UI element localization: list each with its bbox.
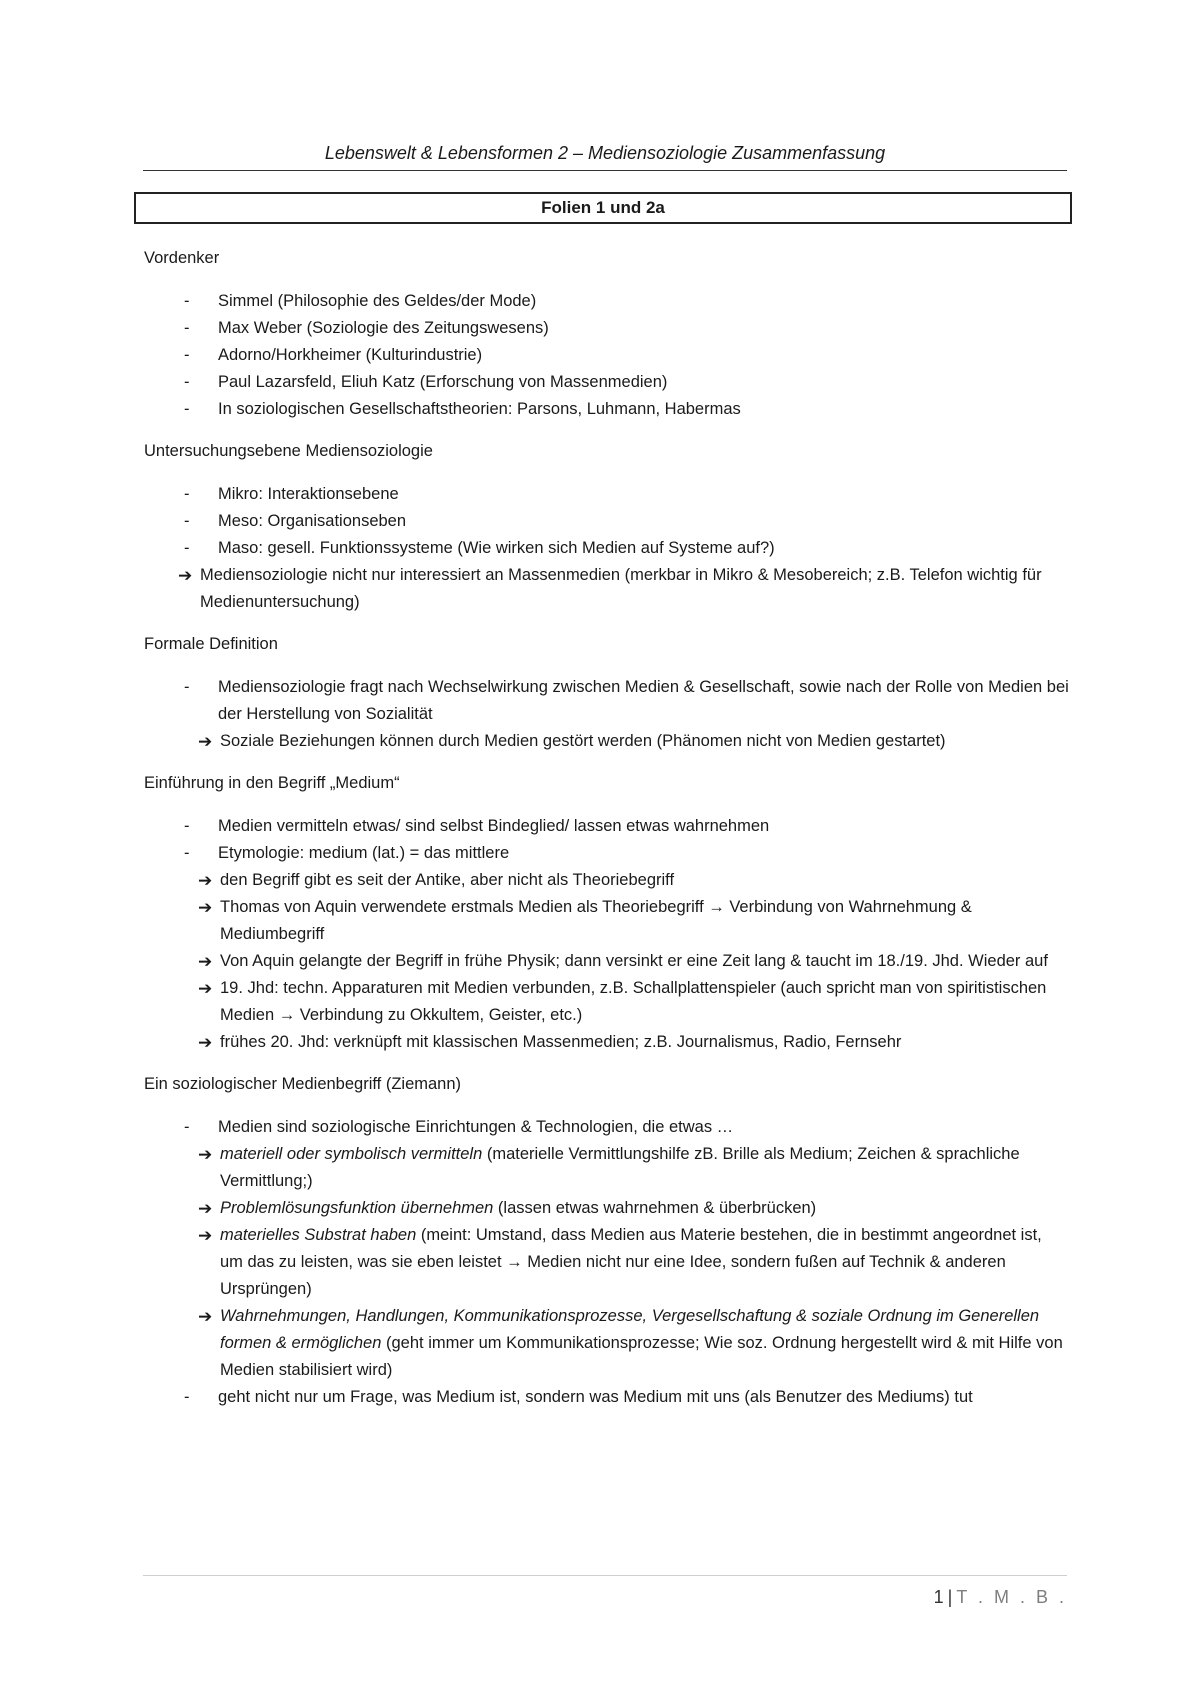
arrow-icon: ➔ bbox=[198, 1226, 213, 1245]
footer-separator: | bbox=[947, 1587, 953, 1607]
dash-bullet-icon: - bbox=[184, 817, 190, 835]
arrow-item-text: (lassen etwas wahrnehmen & überbrücken) bbox=[493, 1199, 817, 1217]
dash-bullet-icon: - bbox=[184, 373, 190, 391]
arrow-sublist bbox=[198, 1141, 1069, 1384]
arrow-icon: ➔ bbox=[198, 1033, 213, 1052]
list-item bbox=[144, 288, 1069, 315]
bullet-list bbox=[144, 813, 1069, 1056]
arrow-item-text: frühes 20. Jhd: verknüpft mit klassischen Massenmedien; z.B. Journalismus, Radio, Fernsehr bbox=[220, 1033, 902, 1051]
list-item-text: Medien vermitteln etwas/ sind selbst Bindeglied/ lassen etwas wahrnehmen bbox=[218, 817, 770, 835]
arrow-item bbox=[198, 894, 1069, 948]
dash-bullet-icon: - bbox=[184, 512, 190, 530]
emphasized-term: materielles Substrat haben bbox=[220, 1226, 417, 1244]
arrow-item bbox=[198, 1195, 1069, 1222]
dash-bullet-icon: - bbox=[184, 1388, 190, 1406]
list-item-text: Medien sind soziologische Einrichtungen & Technologien, die etwas … bbox=[218, 1118, 734, 1136]
bullet-list bbox=[144, 481, 1069, 616]
arrow-icon: ➔ bbox=[198, 898, 213, 917]
arrow-item bbox=[198, 1141, 1069, 1195]
arrow-item bbox=[198, 728, 1069, 755]
section-heading: Einführung in den Begriff „Medium“ bbox=[144, 774, 400, 792]
list-item-text: Meso: Organisationseben bbox=[218, 512, 407, 530]
list-item bbox=[144, 1114, 1069, 1384]
emphasized-term: Problemlösungsfunktion übernehmen bbox=[220, 1199, 494, 1217]
arrow-item bbox=[198, 975, 1069, 1029]
list-item-text: Adorno/Horkheimer (Kulturindustrie) bbox=[218, 346, 483, 364]
list-item bbox=[144, 369, 1069, 396]
bullet-list bbox=[144, 288, 1069, 423]
arrow-icon: ➔ bbox=[198, 1307, 213, 1326]
list-item bbox=[144, 813, 1069, 840]
page-header bbox=[143, 143, 1067, 171]
list-item bbox=[144, 535, 1069, 562]
list-item-text: Paul Lazarsfeld, Eliuh Katz (Erforschung von Massenmedien) bbox=[218, 373, 668, 391]
list-item bbox=[144, 508, 1069, 535]
list-item bbox=[144, 674, 1069, 755]
section-heading: Vordenker bbox=[144, 249, 220, 267]
list-item bbox=[144, 396, 1069, 423]
arrow-item bbox=[198, 867, 1069, 894]
list-item-text: In soziologischen Gesellschaftstheorien: Parsons, Luhmann, Habermas bbox=[218, 400, 741, 418]
arrow-item bbox=[178, 562, 1069, 616]
page-number: 1 bbox=[933, 1587, 944, 1607]
dash-bullet-icon: - bbox=[184, 400, 190, 418]
arrow-item bbox=[198, 1303, 1069, 1384]
dash-bullet-icon: - bbox=[184, 319, 190, 337]
arrow-item bbox=[198, 1029, 1069, 1056]
list-item-text: Simmel (Philosophie des Geldes/der Mode) bbox=[218, 292, 537, 310]
arrow-item-text: (meint: Umstand, dass Medien aus Materie bestehen, die in bestimmt angeordnet ist, um das zu leisten, was sie eben leistet → Medien nicht nur eine Idee, sondern fußen auf Technik & anderen Ursprüngen) bbox=[220, 1226, 1042, 1298]
emphasized-term: materiell oder symbolisch vermitteln bbox=[220, 1145, 483, 1163]
arrow-item-text: Mediensoziologie nicht nur interessiert an Massenmedien (merkbar in Mikro & Mesobereich; z.B. Telefon wichtig für Medienuntersuchung) bbox=[200, 566, 1042, 611]
emphasized-term: Wahrnehmungen, Handlungen, Kommunikationsprozesse, Vergesellschaftung & soziale Ordnung im Generellen formen & ermöglichen bbox=[220, 1307, 1040, 1352]
arrow-item-text: Thomas von Aquin verwendete erstmals Medien als Theoriebegriff → Verbindung von Wahrnehmung & Mediumbegriff bbox=[220, 898, 972, 943]
list-item bbox=[144, 342, 1069, 369]
arrow-item-text: Soziale Beziehungen können durch Medien gestört werden (Phänomen nicht von Medien gestartet) bbox=[220, 732, 946, 750]
arrow-item-text: (materielle Vermittlungshilfe zB. Brille als Medium; Zeichen & sprachliche Vermittlung;) bbox=[220, 1145, 1020, 1190]
list-item bbox=[144, 1384, 1069, 1411]
arrow-icon: ➔ bbox=[198, 1145, 213, 1164]
list-item-text: Maso: gesell. Funktionssysteme (Wie wirken sich Medien auf Systeme auf?) bbox=[218, 539, 775, 557]
footer-divider bbox=[143, 1575, 1067, 1576]
dash-bullet-icon: - bbox=[184, 844, 190, 862]
arrow-icon: ➔ bbox=[178, 566, 193, 585]
list-item bbox=[144, 840, 1069, 1056]
arrow-sublist bbox=[198, 728, 1069, 755]
arrow-item-text: 19. Jhd: techn. Apparaturen mit Medien verbunden, z.B. Schallplattenspieler (auch spricht man von spiritistischen Medien → Verbindung zu Okkultem, Geister, etc.) bbox=[220, 979, 1047, 1024]
list-item bbox=[144, 481, 1069, 508]
section-heading: Formale Definition bbox=[144, 635, 278, 653]
arrow-item bbox=[198, 1222, 1069, 1303]
dash-bullet-icon: - bbox=[184, 485, 190, 503]
arrow-item bbox=[198, 948, 1069, 975]
arrow-icon: ➔ bbox=[198, 979, 213, 998]
arrow-icon: ➔ bbox=[198, 732, 213, 751]
arrow-container bbox=[144, 562, 1069, 616]
section-heading: Untersuchungsebene Mediensoziologie bbox=[144, 442, 433, 460]
section-title-box bbox=[134, 192, 1072, 224]
document-title: Lebenswelt & Lebensformen 2 – Mediensoziologie Zusammenfassung bbox=[324, 143, 886, 163]
arrow-icon: ➔ bbox=[198, 1199, 213, 1218]
page-footer bbox=[934, 1587, 1067, 1608]
arrow-icon: ➔ bbox=[198, 952, 213, 971]
document-body bbox=[144, 245, 1069, 1426]
list-item-text: Max Weber (Soziologie des Zeitungswesens) bbox=[218, 319, 549, 337]
dash-bullet-icon: - bbox=[184, 292, 190, 310]
list-item-text: geht nicht nur um Frage, was Medium ist, sondern was Medium mit uns (als Benutzer des Mediums) tut bbox=[218, 1388, 973, 1406]
arrow-sublist bbox=[178, 562, 1069, 616]
arrow-sublist bbox=[198, 867, 1069, 1056]
dash-bullet-icon: - bbox=[184, 539, 190, 557]
section-heading: Ein soziologischer Medienbegriff (Ziemann) bbox=[144, 1075, 462, 1093]
arrow-item-text: den Begriff gibt es seit der Antike, aber nicht als Theoriebegriff bbox=[220, 871, 675, 889]
dash-bullet-icon: - bbox=[184, 1118, 190, 1136]
arrow-icon: ➔ bbox=[198, 871, 213, 890]
arrow-item-text: (geht immer um Kommunikationsprozesse; Wie soz. Ordnung hergestellt wird & mit Hilfe von Medien stabilisiert wird) bbox=[220, 1334, 1063, 1379]
list-item bbox=[144, 315, 1069, 342]
author-initials: T . M . B . bbox=[956, 1587, 1067, 1607]
list-item-text: Etymologie: medium (lat.) = das mittlere bbox=[218, 844, 510, 862]
list-item-text: Mediensoziologie fragt nach Wechselwirkung zwischen Medien & Gesellschaft, sowie nach der Rolle von Medien bei der Herstellung von Sozialität bbox=[218, 678, 1069, 723]
arrow-item-text: Von Aquin gelangte der Begriff in frühe Physik; dann versinkt er eine Zeit lang & taucht im 18./19. Jhd. Wieder auf bbox=[220, 952, 1048, 970]
bullet-list bbox=[144, 674, 1069, 755]
section-title: Folien 1 und 2a bbox=[541, 198, 665, 217]
bullet-list bbox=[144, 1114, 1069, 1411]
dash-bullet-icon: - bbox=[184, 346, 190, 364]
dash-bullet-icon: - bbox=[184, 678, 190, 696]
list-item-text: Mikro: Interaktionsebene bbox=[218, 485, 399, 503]
